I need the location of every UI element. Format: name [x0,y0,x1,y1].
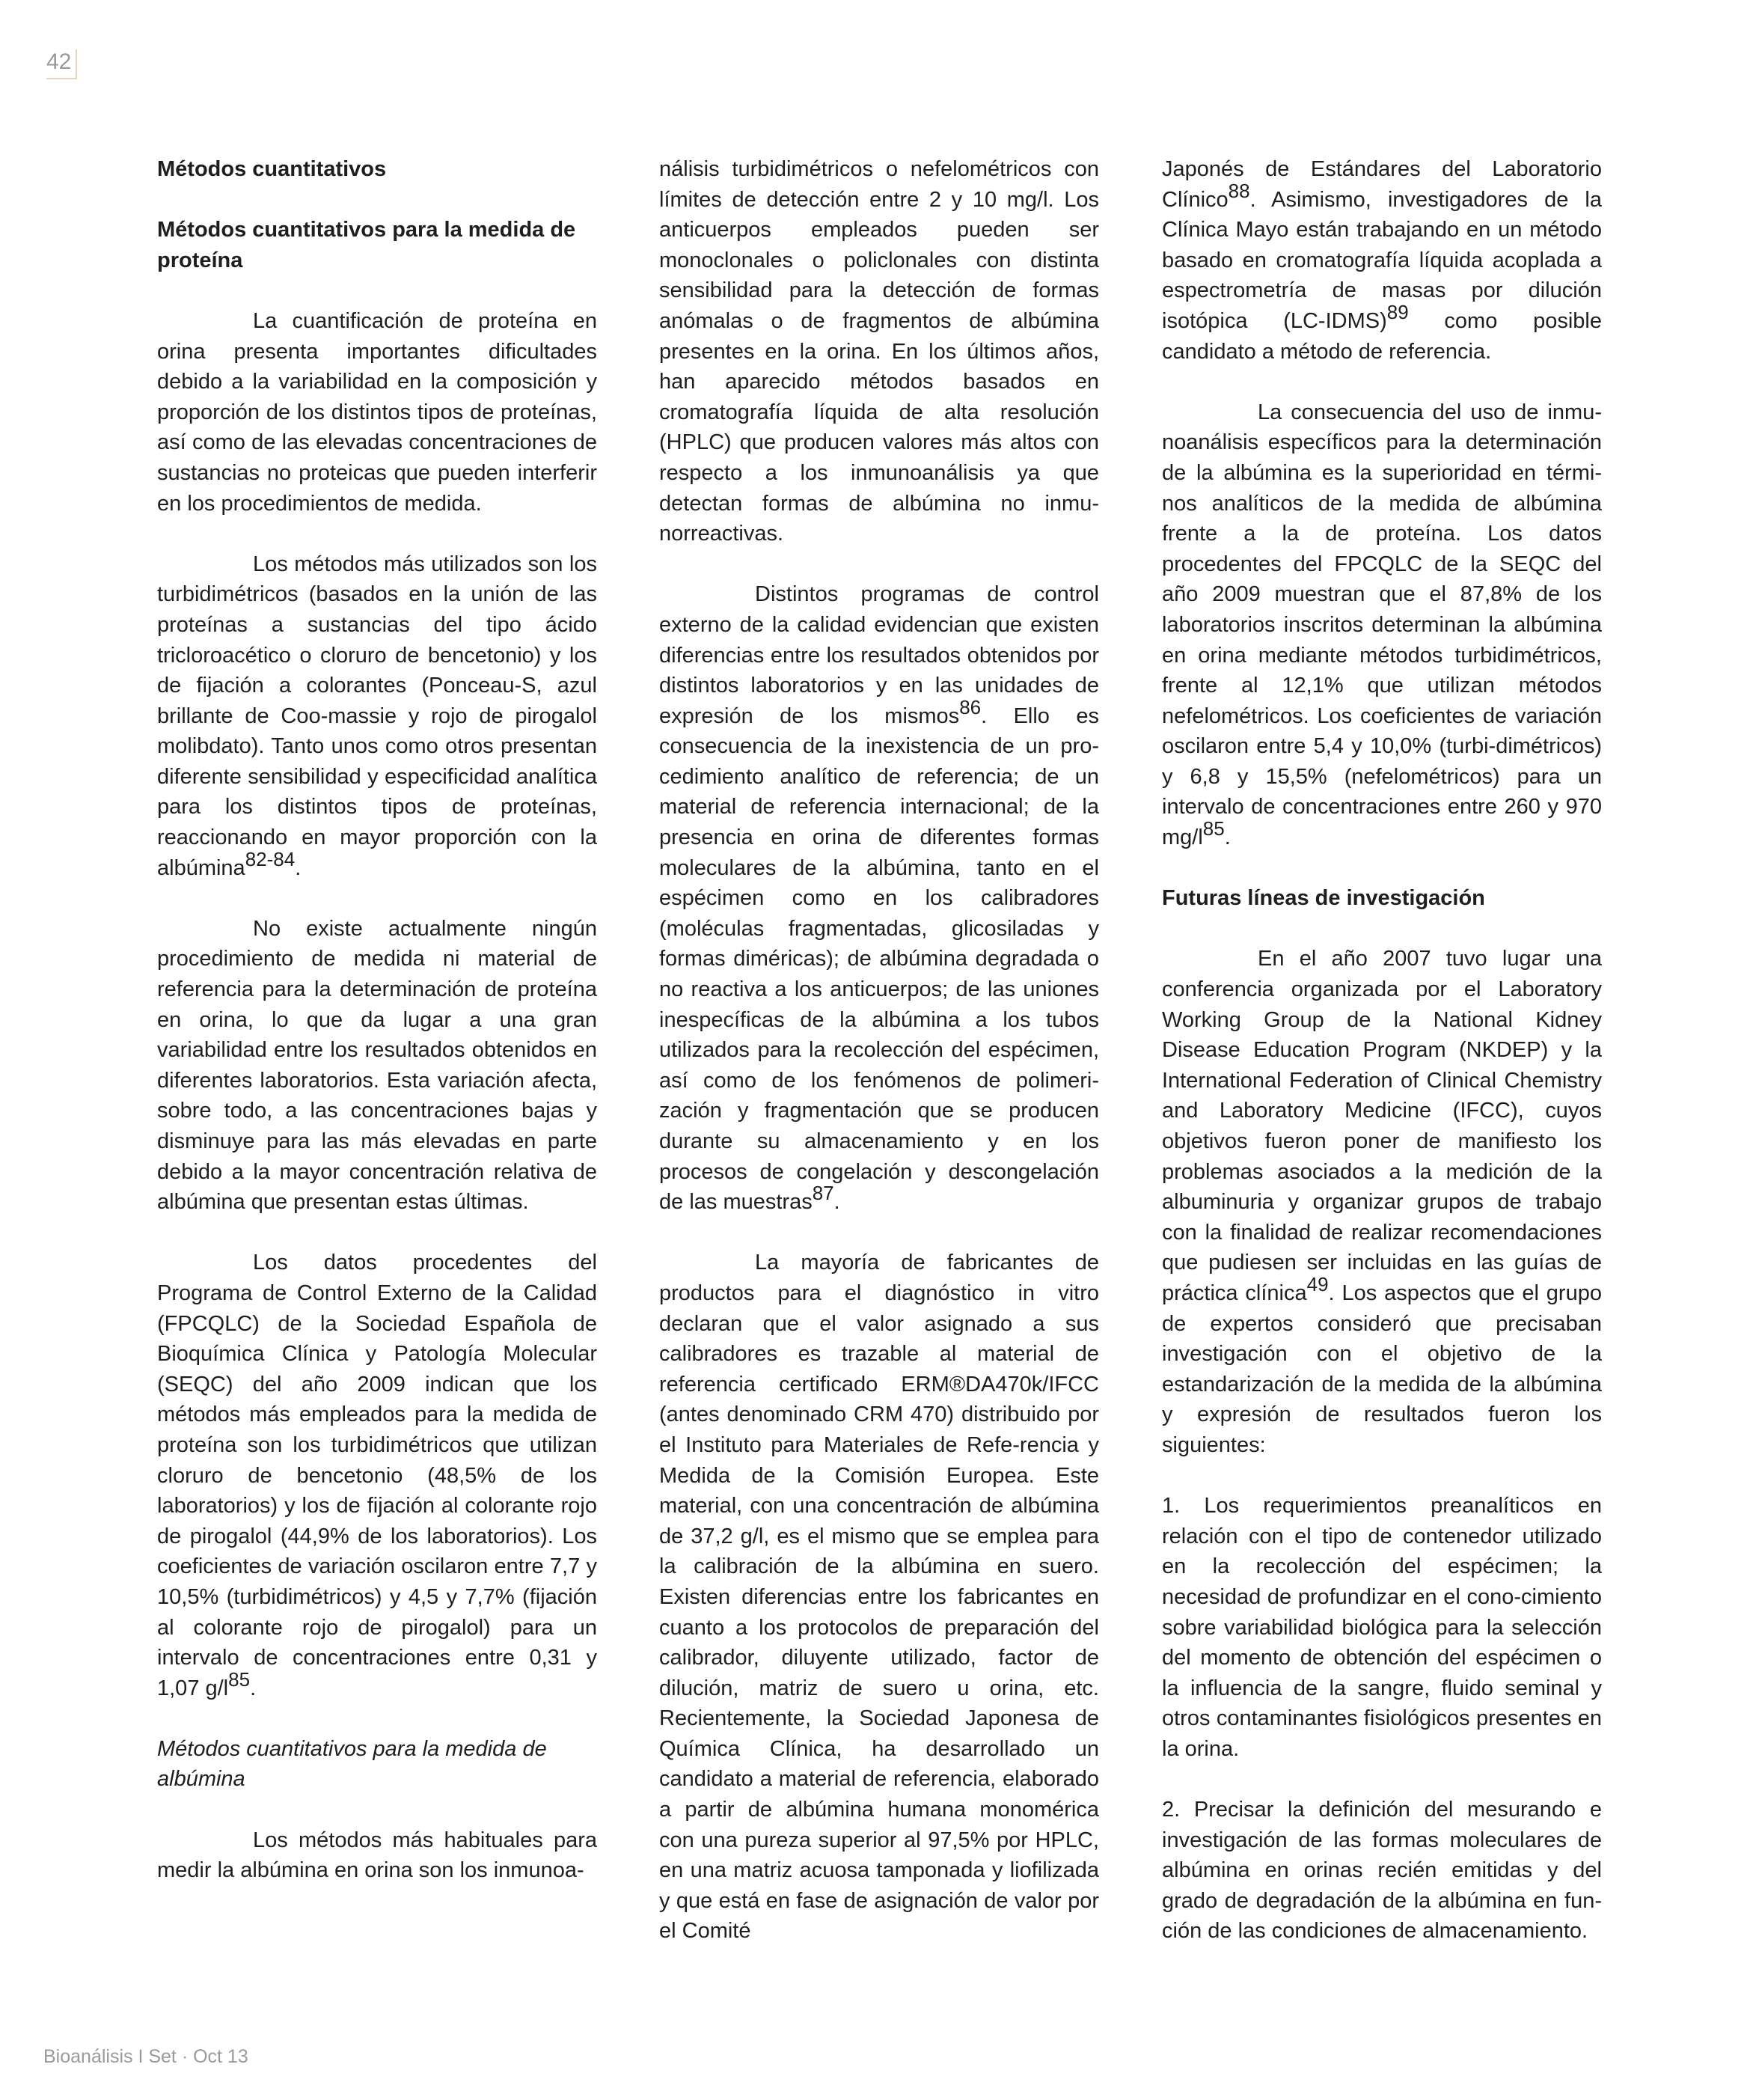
paragraph-text: Los datos procedentes del Programa de Control Externo de la Calidad (FPCQLC) de la Sociedad Española de Bioquímica Clínica y Patología Molecular (SEQC) del año 2009 indican que los métodos más empleados para la medida de proteína son los turbidimétricos que utilizan cloruro de bencetonio (48,5% de los laboratorios) y los de fijación al colorante rojo de pirogalol (44,9% de los laboratorios). Los coeficientes de variación oscilaron entre 7,7 y 10,5% (turbidimétricos) y 4,5 y 7,7% (fijación al colorante rojo de pirogalol) para un intervalo de concentraciones entre 0,31 y 1,07 g/l [157,1251,597,1700]
paragraph: nálisis turbidimétricos o nefelométricos con límites de detección entre 2 y 10 mg/l. Los anticuerpos empleados pueden ser monoclonales o policlonales con distinta sensibilidad para la detección de formas anómalas o de fragmentos de albúmina presentes en la orina. En los últimos años, han aparecido métodos basados en cromatografía líquida de alta resolución (HPLC) que producen valores más altos con respecto a los inmunoanálisis ya que detectan formas de albúmina no inmu-norreactivas. [659,157,1099,546]
reference-superscript: 49 [1306,1272,1329,1295]
reference-superscript: 88 [1228,179,1250,202]
paragraph-text: Distintos programas de control externo de la calidad evidencian que existen diferencias entre los resultados obtenidos por distintos laboratorios y en las unidades de expresión de los mismos [659,582,1099,728]
paragraph-end: . [250,1676,257,1700]
paragraph: Los métodos más habituales para medir la albúmina en orina son los inmunoa- [157,1828,597,1883]
heading-metodos-albumina: Métodos cuantitativos para la medida de albúmina [157,1736,547,1792]
reference-superscript: 85 [228,1667,251,1691]
paragraph-end: . [833,1190,840,1215]
paragraph-text: . Asimismo, investigadores de la Clínica Mayo están trabajando en un método basado en cromatografía líquida acoplada a espectrometría de masas por dilución isotópica (LC-IDMS) [1162,187,1602,333]
list-item: 1. Los requerimientos preanalíticos en relación con el tipo de contenedor utilizado en la recolección del espécimen; la necesidad de profundizar en el cono-cimiento sobre variabilidad biológica para la selección del momento de obtención del espécimen o la influencia de la sangre, fluido seminal y otros contaminantes fisiológicos presentes en la orina. [1162,1494,1602,1761]
heading-metodos-cuantitativos: Métodos cuantitativos [157,157,387,181]
heading-futuras-lineas: Futuras líneas de investigación [1162,886,1485,911]
reference-superscript: 89 [1386,300,1409,323]
column-1 [157,154,597,1916]
paragraph: La mayoría de fabricantes de productos para el diagnóstico in vitro declaran que el valor asignado a sus calibradores es trazable al material de referencia certificado ERM®DA470k/IFCC (antes denominado CRM 470) distribuido por el Instituto para Materiales de Refe-rencia y Medida de la Comisión Europea. Este material, con una concentración de albúmina de 37,2 g/l, es el mismo que se emplea para la calibración de la albúmina en suero. Existen diferencias entre los fabricantes en cuanto a los protocolos de preparación del calibrador, diluyente utilizado, factor de dilución, matriz de suero u orina, etc. Recientemente, la Sociedad Japonesa de Química Clínica, ha desarrollado un candidato a material de referencia, elaborado a partir de albúmina humana monomérica con una pureza superior al 97,5% por HPLC, en una matriz acuosa tamponada y liofilizada y que está en fase de asignación de valor por el Comité [659,1251,1099,1944]
paragraph [1162,154,1602,367]
reference-superscript: 85 [1202,817,1225,840]
paragraph-text: Los métodos más utilizados son los turbidimétricos (basados en la unión de las proteínas a sustancias del tipo ácido tricloroacético o cloruro de bencetonio) y los de fijación a colorantes (Ponceau-S, azul brillante de Coo-massie y rojo de pirogalol molibdato). Tanto unos como otros presentan diferente sensibilidad y especificidad analítica para los distintos tipos de proteínas, reaccionando en mayor proporción con la albúmina [157,552,597,880]
paragraph: No existe actualmente ningún procedimiento de medida ni material de referencia para la determinación de proteína en orina, lo que da lugar a una gran variabilidad entre los resultados obtenidos en diferentes laboratorios. Esta variación afecta, sobre todo, a las concentraciones bajas y disminuye para las más elevadas en parte debido a la mayor concentración relativa de albúmina que presentan estas últimas. [157,916,597,1215]
reference-superscript: 87 [812,1182,834,1205]
paragraph-text: . Ello es consecuencia de la inexistencia de un pro-cedimiento analítico de referencia; de un material de referencia internacional; de la presencia en orina de diferentes formas moleculares de la albúmina, tanto en el espécimen como en los calibradores (moléculas fragmentadas, glicosiladas y formas diméricas); de albúmina degradada o no reactiva a los anticuerpos; de las uniones inespecíficas de la albúmina a los tubos utilizados para la recolección del espécimen, así como de los fenómenos de polimeri-zación y fragmentación que se producen durante su almacenamiento y en los procesos de congelación y descongelación de las muestras [659,703,1099,1215]
paragraph: La cuantificación de proteína en orina presenta importantes dificultades debido a la variabilidad en la composición y proporción de los distintos tipos de proteínas, así como de las elevadas concentraciones de sustancias no proteicas que pueden interferir en los procedimientos de medida. [157,308,597,516]
page-number: 42 [46,49,77,79]
paragraph-text: La consecuencia del uso de inmu-noanálisis específicos para la determinación de la albúmina es la superioridad en térmi-nos analíticos de la medida de albúmina frente a la de proteína. Los datos procedentes del FPCQLC de la SEQC del año 2009 muestran que el 87,8% de los laboratorios inscritos determinan la albúmina en orina mediante métodos turbidimétricos, frente al 12,1% que utilizan métodos nefelométricos. Los coeficientes de variación oscilaron entre 5,4 y 10,0% (turbi-dimétricos) y 6,8 y 15,5% (nefelométricos) para un intervalo de concentraciones entre 260 y 970 mg/l [1162,400,1602,850]
paragraph-text: como posible candidato a método de referencia. [1162,308,1602,364]
column-3 [1162,154,1602,1977]
list-item: 2. Precisar la definición del mesurando e investigación de las formas moleculares de albúmina en orinas recién emitidas y del grado de degradación de la albúmina en fun-ción de las condiciones de almacenamiento. [1162,1798,1602,1944]
paragraph [157,549,597,884]
paragraph [659,579,1099,1217]
paragraph-text: Japonés de Estándares del Laboratorio Clínico [1162,157,1602,212]
column-2 [659,154,1099,1977]
reference-superscript: 82-84 [245,847,296,870]
heading-metodos-proteina: Métodos cuantitativos para la medida de proteína [157,218,576,272]
paragraph-text: En el año 2007 tuvo lugar una conferencia organizada por el Laboratory Working Group de la National Kidney Disease Education Program (NKDEP) y la International Federation of Clinical Chemistry and Laboratory Medicine (IFCC), cuyos objetivos fueron poner de manifiesto los problemas asociados a la medición de la albuminuria y organizar grupos de trabajo con la finalidad de realizar recomendaciones que pudiesen ser incluidas en las guías de práctica clínica [1162,947,1602,1305]
footer: Bioanálisis I Set · Oct 13 [43,2046,248,2067]
paragraph [1162,944,1602,1460]
paragraph [1162,397,1602,853]
paragraph [157,1248,597,1703]
paragraph-text: . Los aspectos que el grupo de expertos consideró que precisaban investigación con el objetivo de la estandarización de la medida de la albúmina y expresión de resultados fueron los siguientes: [1162,1281,1602,1457]
paragraph-end: . [1224,825,1231,850]
paragraph-end: . [295,855,302,880]
reference-superscript: 86 [959,695,982,718]
